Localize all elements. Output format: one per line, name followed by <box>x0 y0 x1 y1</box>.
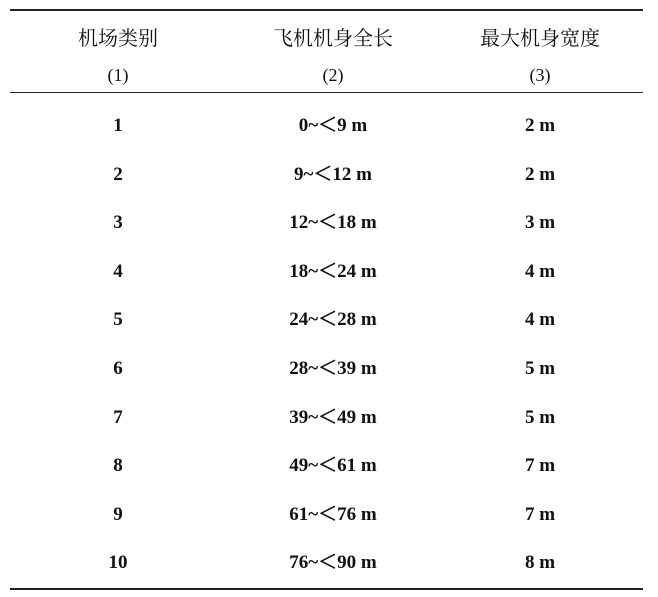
cell-length: 9~＜12 m <box>294 163 372 185</box>
cell-category: 1 <box>113 115 123 136</box>
table-row <box>0 307 658 333</box>
cell-width: 3 m <box>524 212 556 234</box>
cell-length: 49~＜61 m <box>289 455 377 477</box>
cell-width: 5 m <box>524 406 556 428</box>
cell-length: 12~＜18 m <box>289 212 377 234</box>
cell-category: 2 <box>113 163 123 185</box>
header-col-number-3: (3) <box>529 65 551 85</box>
cell-category: 10 <box>108 552 128 574</box>
cell-width: 2 m <box>524 115 556 136</box>
table-row <box>0 502 658 528</box>
cell-length: 39~＜49 m <box>289 406 377 428</box>
cell-length: 76~＜90 m <box>289 552 377 574</box>
cell-width: 7 m <box>524 503 556 525</box>
table-row <box>0 113 658 139</box>
cell-length: 24~＜28 m <box>289 309 377 331</box>
cell-width: 4 m <box>524 309 556 331</box>
cell-width: 8 m <box>524 552 556 574</box>
table-row <box>0 259 658 285</box>
header-aircraft-length: 飞机机身全长 <box>273 26 393 50</box>
cell-category: 6 <box>113 358 123 379</box>
table-row <box>0 453 658 479</box>
cell-category: 7 <box>113 406 123 428</box>
table-row <box>0 550 658 576</box>
cell-category: 5 <box>113 309 123 331</box>
table-row <box>0 162 658 188</box>
cell-length: 61~＜76 m <box>289 503 377 525</box>
header-col-number-1: (1) <box>107 65 129 85</box>
cell-width: 5 m <box>524 358 556 379</box>
table-row <box>0 210 658 236</box>
cell-width: 4 m <box>524 260 556 282</box>
cell-category: 8 <box>113 455 123 477</box>
table-bottom-rule <box>10 588 643 590</box>
cell-length: 0~＜9 m <box>298 115 368 136</box>
table-top-rule <box>10 9 643 11</box>
table-row <box>0 405 658 431</box>
table-header-rule <box>10 92 643 93</box>
cell-length: 18~＜24 m <box>289 260 377 282</box>
cell-category: 3 <box>113 212 123 234</box>
header-max-fuselage-width: 最大机身宽度 <box>480 26 600 50</box>
cell-category: 9 <box>113 503 123 525</box>
header-col-number-2: (2) <box>322 65 344 85</box>
header-airport-category: 机场类别 <box>78 26 158 50</box>
cell-length: 28~＜39 m <box>289 358 377 379</box>
cell-category: 4 <box>113 260 123 282</box>
cell-width: 7 m <box>524 455 556 477</box>
cell-width: 2 m <box>524 163 556 185</box>
table-row <box>0 356 658 382</box>
